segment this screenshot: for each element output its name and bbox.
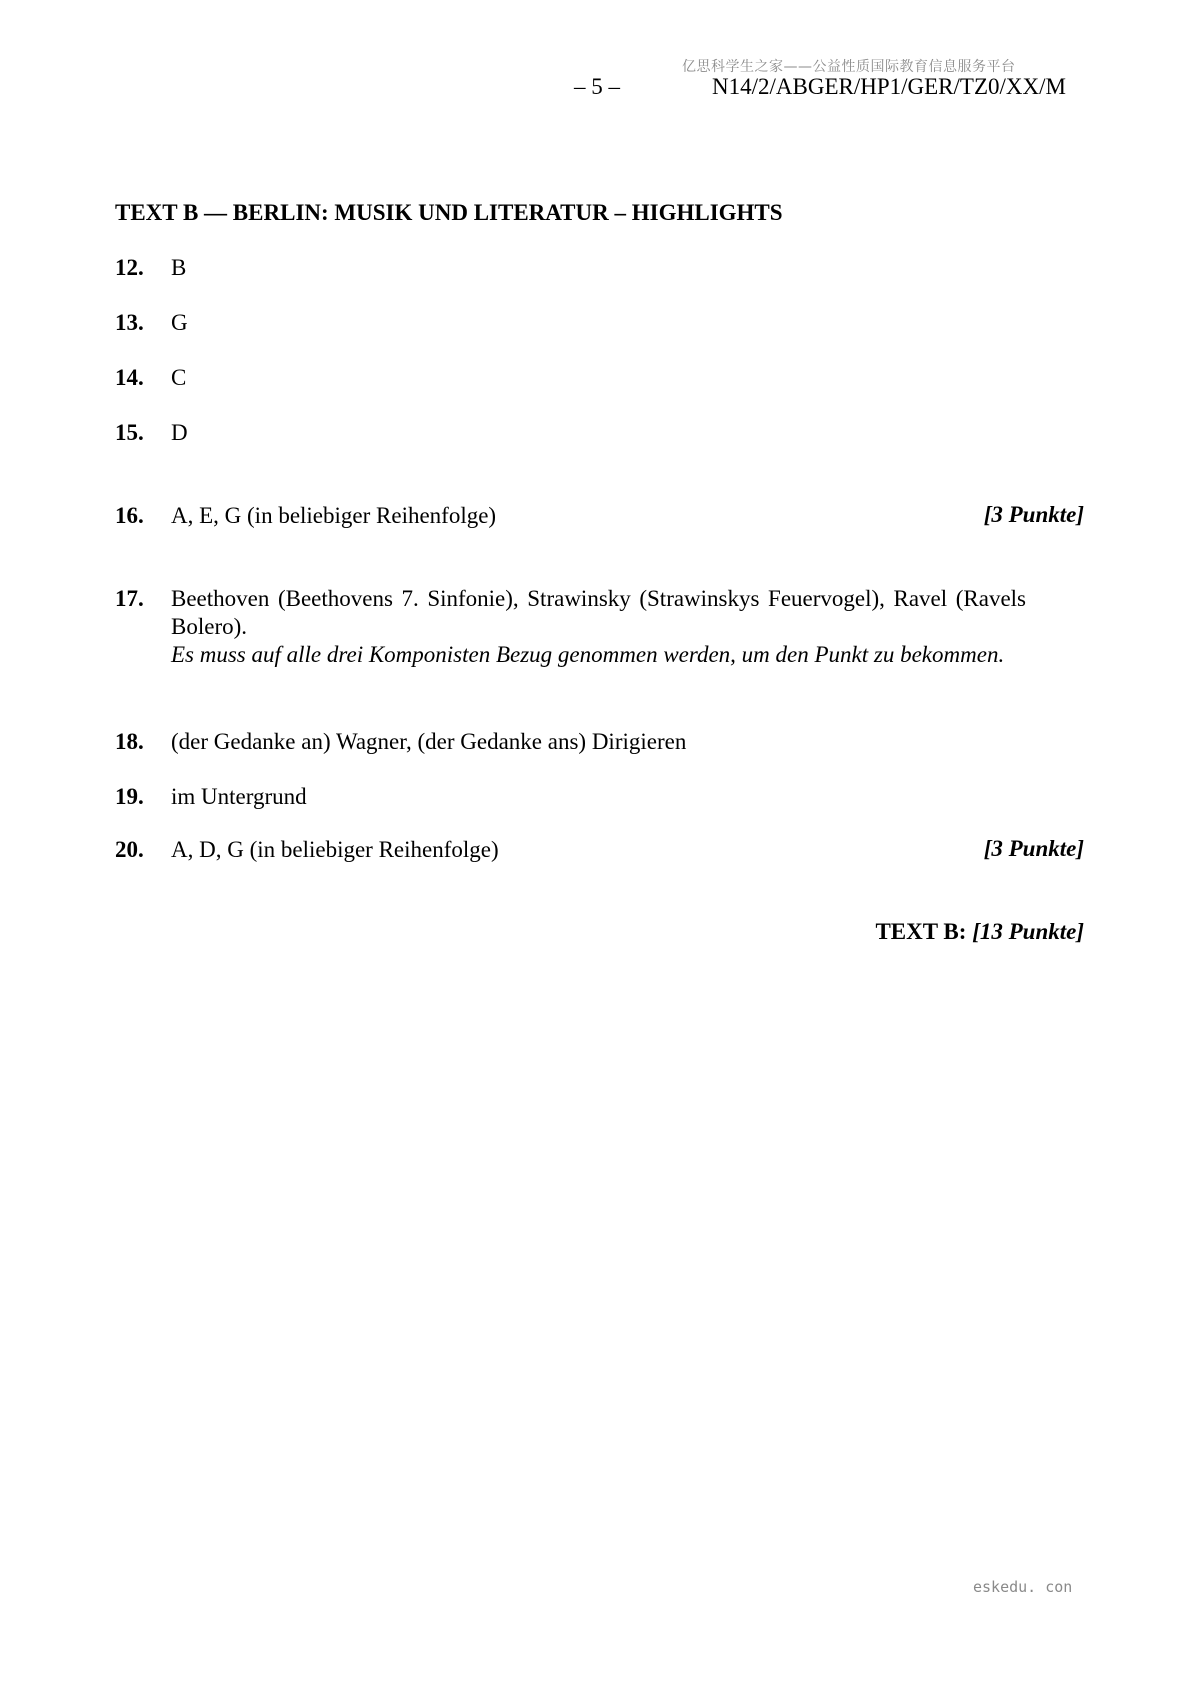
document-code: N14/2/ABGER/HP1/GER/TZ0/XX/M — [712, 74, 1066, 99]
points-item-16: [3 Punkte] — [983, 502, 1084, 527]
item-number: 13. — [115, 310, 144, 335]
item-answer: Beethoven (Beethovens 7. Sinfonie), Strawinsky (Strawinskys Feuervogel), Ravel (Ravels Bolero). — [171, 586, 1026, 639]
item-number: 18. — [115, 729, 144, 754]
total-value: [13 Punkte] — [972, 919, 1084, 944]
section-title: TEXT B — BERLIN: MUSIK UND LITERATUR – HIGHLIGHTS — [115, 200, 783, 225]
item-answer: A, D, G (in beliebiger Reihenfolge) — [171, 837, 499, 862]
footer-watermark: eskedu. con — [973, 1578, 1073, 1596]
item-number: 20. — [115, 837, 144, 862]
total-label: TEXT B: — [875, 919, 967, 944]
item-answer: (der Gedanke an) Wagner, (der Gedanke ans) Dirigieren — [171, 729, 687, 754]
item-number: 14. — [115, 365, 144, 390]
item-number: 16. — [115, 503, 144, 528]
item-answer-block — [171, 585, 1026, 669]
item-answer: D — [171, 420, 188, 445]
item-answer: B — [171, 255, 187, 280]
header-watermark: 亿思科学生之家——公益性质国际教育信息服务平台 — [682, 59, 1016, 75]
points-item-20: [3 Punkte] — [983, 836, 1084, 861]
item-answer: im Untergrund — [171, 784, 307, 809]
page-number: – 5 – — [574, 74, 620, 99]
item-answer: C — [171, 365, 187, 390]
item-number: 17. — [115, 586, 144, 611]
item-number: 15. — [115, 420, 144, 445]
item-number: 19. — [115, 784, 144, 809]
item-note: Es muss auf alle drei Komponisten Bezug genommen werden, um den Punkt zu bekommen. — [171, 642, 1005, 667]
item-answer: A, E, G (in beliebiger Reihenfolge) — [171, 503, 497, 528]
section-total — [875, 919, 1084, 945]
item-number: 12. — [115, 255, 144, 280]
item-answer: G — [171, 310, 188, 335]
